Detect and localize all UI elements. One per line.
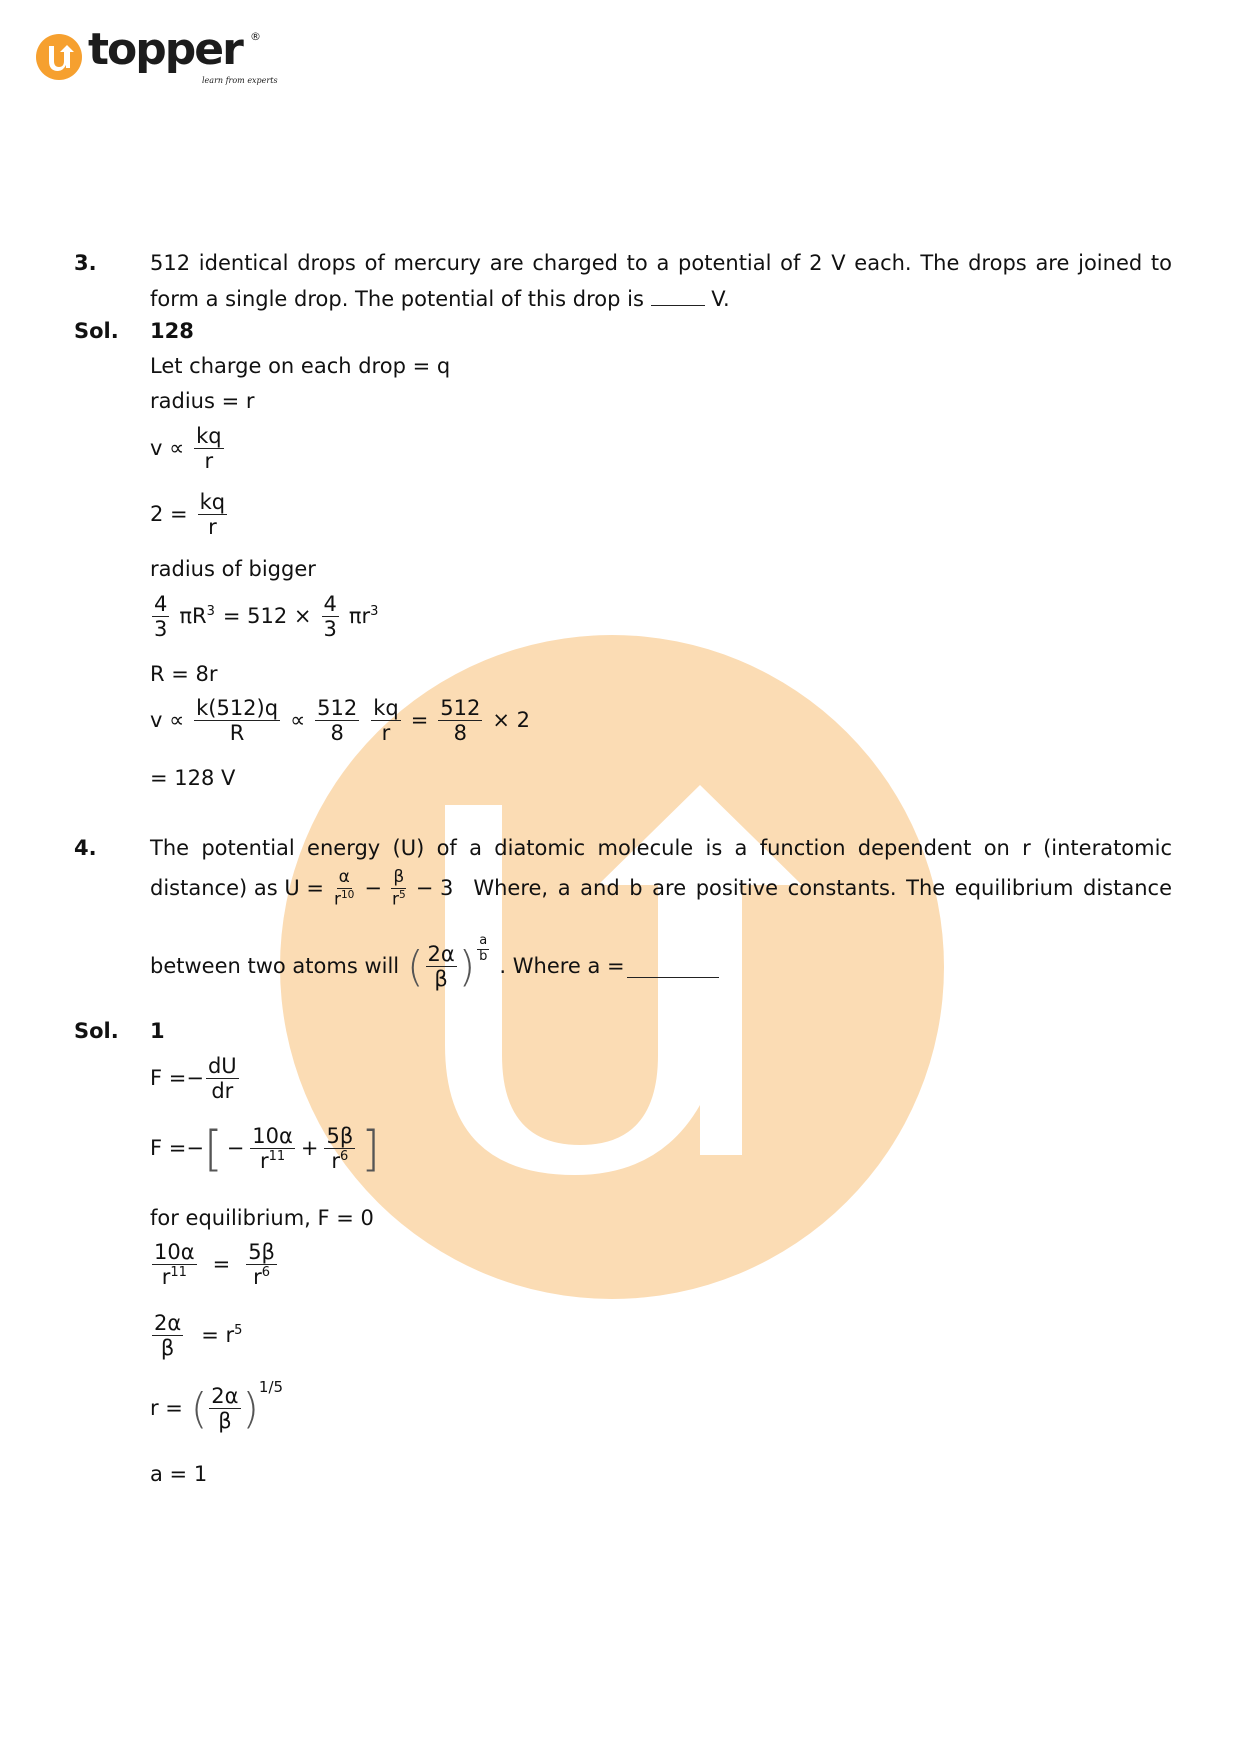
fraction: $\frac{2\alpha}{\beta}$	[211, 1384, 239, 1434]
equation-equilibrium: $\frac{10\alpha}{r^{11}}$ = $\frac{5\beta}{r^6}$	[150, 1240, 279, 1289]
fraction: $\frac{10\alpha}{r^{11}}$	[252, 1124, 293, 1174]
equation-force: F =− $\frac{dU}{dr}$	[150, 1054, 241, 1103]
answer-blank	[627, 956, 719, 978]
fraction: $\frac{dU}{dr}$	[207, 1054, 237, 1104]
equation-r5: $\frac{2\alpha}{\beta}$ = $r^5$	[150, 1311, 242, 1360]
fraction: $\frac{5\beta}{r^6}$	[326, 1124, 354, 1174]
logo-tagline: learn from experts	[202, 76, 278, 85]
equation-v-big: v ∝ $\frac{k(512)q}{R}$ ∝ $\frac{512}{8}$ $\frac{kq}{r}$ = $\frac{512}{8}$ × 2	[150, 696, 531, 746]
question-text-line3: between two atoms will ( $\frac{2\alpha}{\beta}$ ) $\frac{a}{b}$ . Where a =	[150, 942, 719, 991]
solution-line: radius of bigger	[150, 557, 316, 581]
fraction: $\frac{4}{3}$	[154, 592, 168, 642]
solution-result: a = 1	[150, 1462, 208, 1486]
question-number: 3.	[74, 251, 97, 275]
question-text: 512 identical drops of mercury are charged to a potential of 2 V each. The drops are joined to	[150, 251, 1172, 275]
fraction: $\frac{5\beta}{r^6}$	[248, 1240, 275, 1290]
fraction: $\frac{10\alpha}{r^{11}}$	[154, 1240, 195, 1290]
solution-result: = 128 V	[150, 766, 236, 790]
fraction: $\frac{kq}{r}$	[196, 424, 222, 474]
fraction: $\frac{4}{3}$	[323, 592, 337, 642]
fraction: $\frac{kq}{r}$	[373, 696, 399, 746]
equation-two: 2 = $\frac{kq}{r}$	[150, 490, 229, 539]
solution-answer: 1	[150, 1019, 165, 1043]
question-text-line2: distance) as U = $\frac{\alpha}{r^{10}}$ − $\frac{\beta}{r^5}$ − 3 Where, a and b are positive constants. The equilibrium distance	[150, 867, 1172, 910]
solution-line: Let charge on each drop = q	[150, 354, 451, 378]
logo-registered: ®	[250, 30, 261, 43]
exponent-fraction: $\frac{a}{b}$	[479, 933, 488, 964]
solution-answer: 128	[150, 319, 194, 343]
fraction: $\frac{\beta}{r^5}$	[392, 867, 406, 910]
fraction: $\frac{kq}{r}$	[199, 490, 226, 540]
fraction: $\frac{2\alpha}{\beta}$	[154, 1311, 182, 1361]
equation-r: r = ( $\frac{2\alpha}{\beta}$ ) $^{1/5}$	[150, 1378, 284, 1434]
equation-v-prop: v ∝ $\frac{kq}{r}$	[150, 424, 226, 473]
solution-label: Sol.	[74, 319, 119, 343]
question-text: The potential energy (U) of a diatomic molecule is a function dependent on r (interatomic	[150, 836, 1172, 860]
solution-line: R = 8r	[150, 662, 218, 686]
fraction: $\frac{512}{8}$	[317, 696, 358, 746]
logo-mark-icon	[36, 34, 82, 80]
equation-volume: $\frac{4}{3}$ $\pi R^3$ = 512 × $\frac{4}{3}$ $\pi r^3$	[150, 592, 378, 641]
equation-force-expanded: F =− [ − $\frac{10\alpha}{r^{11}}$ + $\frac{5\beta}{r^6}$ ]	[150, 1120, 380, 1177]
power-expression: ( $\frac{2\alpha}{\beta}$ ) $\frac{a}{b}$	[407, 942, 491, 991]
fraction: $\frac{k(512)q}{R}$	[196, 696, 279, 746]
answer-blank	[651, 284, 705, 306]
solution-label: Sol.	[74, 1019, 119, 1043]
logo-wordmark: topper	[88, 24, 242, 75]
fraction: $\frac{\alpha}{r^{10}}$	[333, 867, 355, 910]
fraction: $\frac{2\alpha}{\beta}$	[427, 942, 455, 992]
question-text-line2: form a single drop. The potential of this drop is V.	[150, 284, 730, 312]
solution-line: for equilibrium, F = 0	[150, 1206, 374, 1230]
solution-line: radius = r	[150, 389, 255, 413]
question-number: 4.	[74, 836, 97, 860]
fraction: $\frac{512}{8}$	[440, 696, 481, 746]
